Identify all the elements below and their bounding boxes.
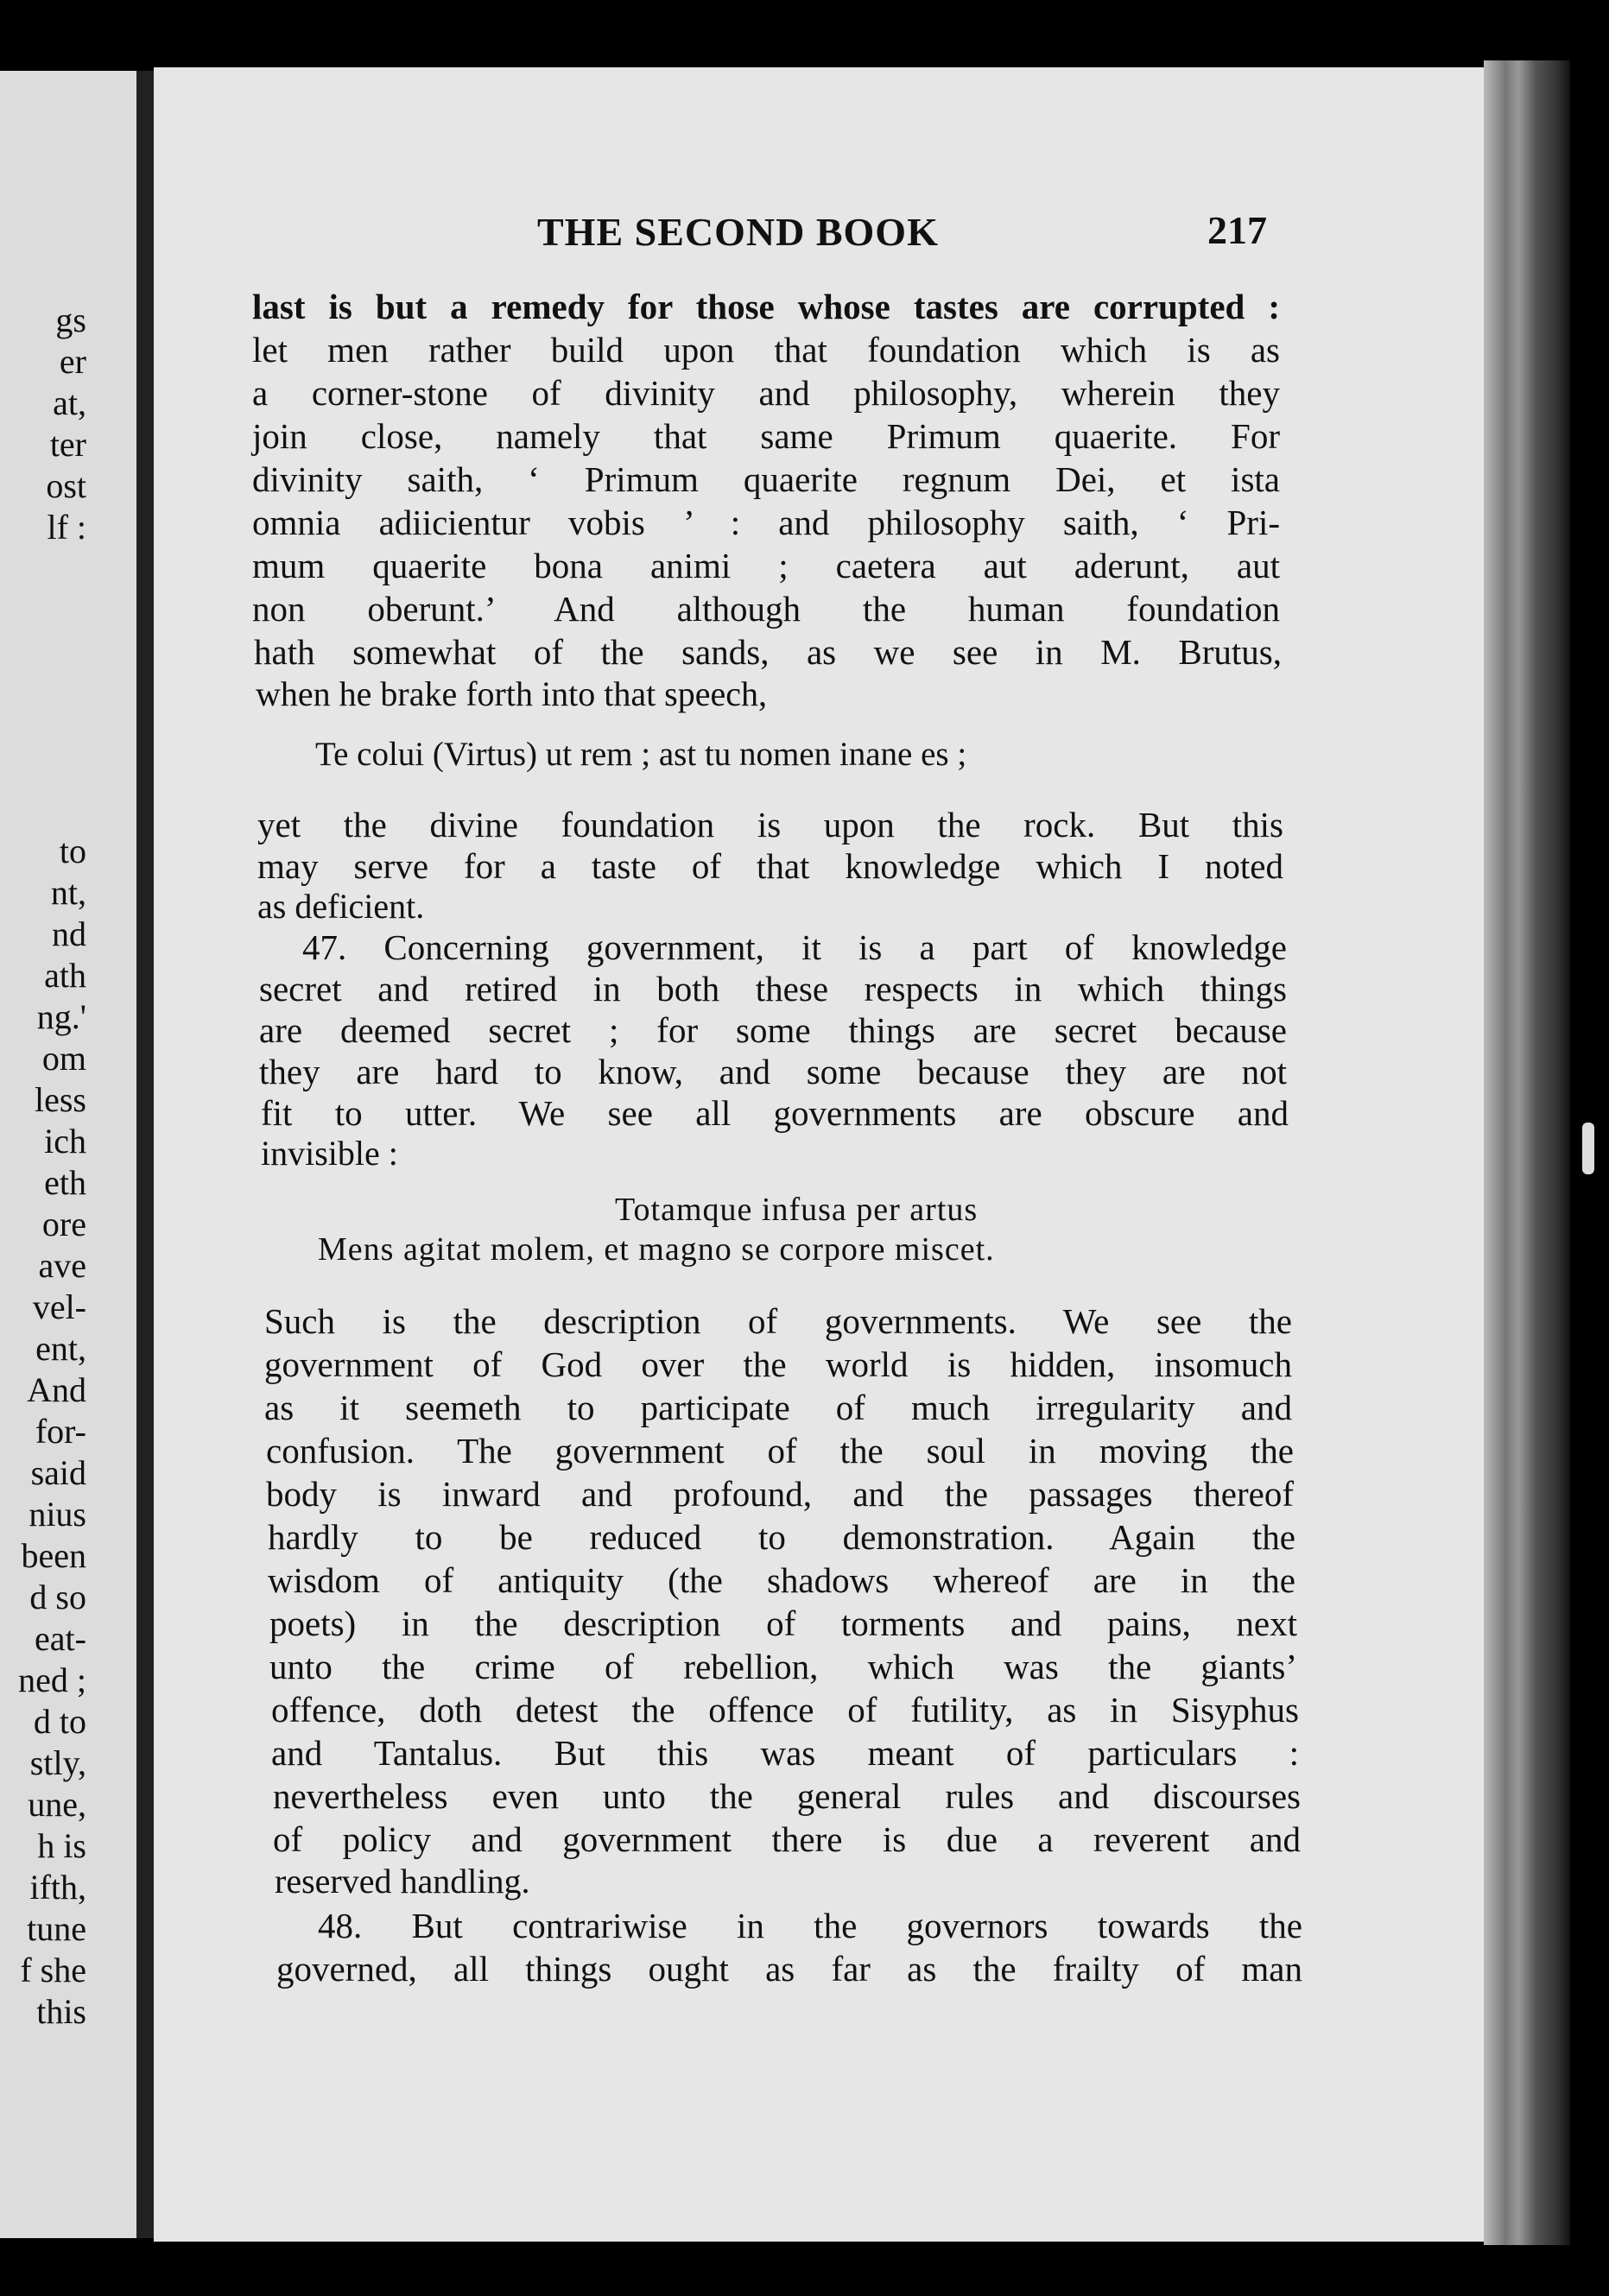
margin-fragment: this (36, 1992, 86, 2031)
margin-fragment: f she (20, 1951, 86, 1989)
text-line: mum quaerite bona animi ; caetera aut aderunt, aut (252, 546, 1280, 585)
margin-fragment: ter (49, 425, 86, 464)
text-line: fit to utter. We see all governments are obscure and (261, 1093, 1289, 1133)
running-title: THE SECOND BOOK (537, 210, 939, 254)
margin-fragment: ich (44, 1122, 86, 1161)
page-number: 217 (1207, 208, 1267, 252)
text-line: unto the crime of rebellion, which was the giants’ (269, 1647, 1297, 1686)
text-line: omnia adiicientur vobis ’ : and philosophy saith, ‘ Pri- (252, 503, 1280, 542)
text-line: 48. But contrariwise in the governors towards the (318, 1906, 1302, 1945)
margin-fragment: for- (35, 1412, 86, 1451)
book-gutter (136, 71, 154, 2238)
margin-fragment: less (35, 1080, 86, 1119)
quote-line: Te colui (Virtus) ut rem ; ast tu nomen inane es ; (315, 736, 967, 773)
text-line: poets) in the description of torments and pains, next (269, 1603, 1297, 1643)
margin-fragment: said (30, 1453, 86, 1492)
text-line: wisdom of antiquity (the shadows whereof are in the (268, 1560, 1295, 1600)
text-line: divinity saith, ‘ Primum quaerite regnum Dei, et ista (252, 459, 1280, 499)
margin-fragment: lf : (47, 508, 86, 547)
margin-fragment: vel- (32, 1287, 86, 1326)
margin-fragment: ned ; (18, 1660, 86, 1699)
verse-line: Totamque infusa per artus (615, 1192, 979, 1228)
text-line: yet the divine foundation is upon the rock. But this (257, 805, 1283, 844)
text-line: let men rather build upon that foundation which is as (252, 330, 1280, 370)
margin-fragment: ore (41, 1205, 86, 1243)
margin-fragment: er (59, 342, 86, 381)
margin-fragment: ost (46, 466, 86, 505)
margin-fragment: nt, (50, 873, 86, 912)
margin-fragment: h is (37, 1826, 86, 1865)
text-line: and Tantalus. But this was meant of particulars : (271, 1733, 1299, 1773)
left-facing-page (0, 71, 138, 2238)
margin-fragment: nius (29, 1495, 86, 1534)
text-line: body is inward and profound, and the passages thereof (266, 1474, 1294, 1514)
text-line: hardly to be reduced to demonstration. Again the (268, 1517, 1295, 1557)
text-line: as deficient. (257, 887, 425, 926)
text-line: they are hard to know, and some because they are not (259, 1052, 1287, 1091)
margin-fragment: om (41, 1039, 86, 1078)
text-line: are deemed secret ; for some things are secret because (259, 1010, 1287, 1050)
margin-fragment: stly, (29, 1743, 86, 1782)
margin-fragment: une, (28, 1785, 86, 1824)
margin-fragment: eat- (35, 1619, 86, 1658)
margin-fragment: gs (55, 300, 86, 339)
margin-fragment: to (59, 832, 86, 870)
text-line: when he brake forth into that speech, (256, 674, 768, 713)
text-line: confusion. The government of the soul in moving the (266, 1431, 1294, 1471)
text-line: government of God over the world is hidden, insomuch (264, 1344, 1292, 1384)
text-line: invisible : (261, 1134, 398, 1173)
margin-fragment: ave (38, 1246, 86, 1285)
text-line: last is but a remedy for those whose tastes are corrupted : (252, 287, 1280, 326)
text-line: Such is the description of governments. We see the (264, 1301, 1292, 1341)
text-line: secret and retired in both these respects in which things (259, 969, 1287, 1009)
margin-fragment: ng.' (36, 997, 86, 1036)
text-line: a corner-stone of divinity and philosophy, wherein they (252, 373, 1280, 413)
margin-fragment: d so (29, 1578, 86, 1616)
text-line: join close, namely that same Primum quaerite. For (252, 416, 1280, 456)
verse-line: Mens agitat molem, et magno se corpore miscet. (318, 1231, 995, 1268)
margin-fragment: ath (44, 956, 86, 995)
margin-fragment: ifth, (29, 1868, 86, 1907)
text-line: governed, all things ought as far as the frailty of man (276, 1949, 1302, 1989)
text-line: of policy and government there is due a reverent and (273, 1819, 1301, 1859)
text-line: may serve for a taste of that knowledge which I noted (257, 846, 1283, 886)
text-line: non oberunt.’ And although the human foundation (252, 589, 1280, 629)
scanner-marker (1582, 1123, 1594, 1174)
margin-fragment: And (27, 1370, 86, 1409)
text-line: nevertheless even unto the general rules and discourses (273, 1776, 1301, 1816)
margin-fragment: ent, (35, 1329, 86, 1368)
margin-fragment: eth (44, 1163, 86, 1202)
page-edges (1484, 60, 1570, 2245)
text-line: 47. Concerning government, it is a part of knowledge (302, 927, 1287, 967)
margin-fragment: d to (33, 1702, 86, 1741)
text-line: reserved handling. (275, 1862, 530, 1901)
text-line: offence, doth detest the offence of futility, as in Sisyphus (271, 1690, 1299, 1730)
margin-fragment: been (21, 1536, 86, 1575)
margin-fragment: tune (27, 1909, 86, 1948)
text-line: hath somewhat of the sands, as we see in M. Brutus, (254, 632, 1282, 672)
margin-fragment: nd (52, 914, 86, 953)
text-line: as it seemeth to participate of much irregularity and (264, 1388, 1292, 1427)
margin-fragment: at, (53, 383, 86, 422)
